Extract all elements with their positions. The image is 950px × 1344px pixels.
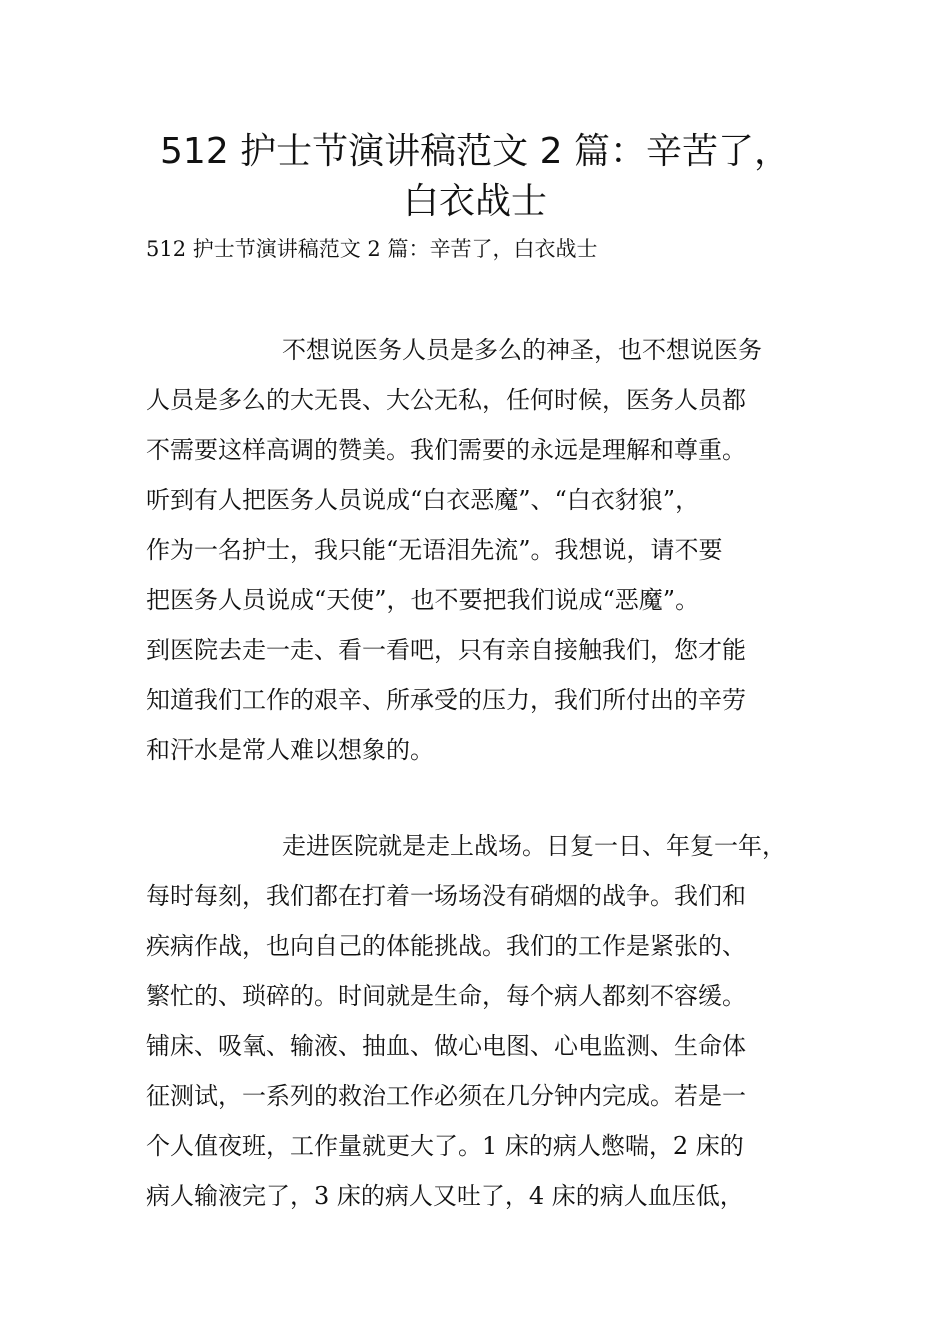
paragraph-line: 征测试，一系列的救治工作必须在几分钟内完成。若是一 [146, 1082, 746, 1110]
paragraph-line: 个人值夜班，工作量就更大了。1 床的病人憋喘，2 床的 [146, 1132, 744, 1160]
paragraph-line: 铺床、吸氧、输液、抽血、做心电图、心电监测、生命体 [146, 1032, 746, 1060]
paragraph-line: 作为一名护士，我只能“无语泪先流”。我想说，请不要 [146, 536, 723, 564]
paragraph-line: 听到有人把医务人员说成“白衣恶魔”、“白衣豺狼”， [146, 486, 700, 514]
paragraph-line: 每时每刻，我们都在打着一场场没有硝烟的战争。我们和 [146, 882, 746, 910]
paragraph-line: 人员是多么的大无畏、大公无私，任何时候，医务人员都 [146, 386, 746, 414]
paragraph-line: 不想说医务人员是多么的神圣，也不想说医务 [282, 336, 762, 364]
paragraph-line: 知道我们工作的艰辛、所承受的压力，我们所付出的辛劳 [146, 686, 746, 714]
paragraph-line: 病人输液完了，3 床的病人又吐了，4 床的病人血压低， [146, 1182, 744, 1210]
page-title-continued: 白衣战士 [402, 181, 547, 222]
paragraph-line: 到医院去走一走、看一看吧，只有亲自接触我们，您才能 [146, 636, 746, 664]
paragraph-line: 走进医院就是走上战场。日复一日、年复一年， [282, 832, 786, 860]
paragraph-line: 和汗水是常人难以想象的。 [146, 736, 434, 764]
paragraph-line: 繁忙的、琐碎的。时间就是生命，每个病人都刻不容缓。 [146, 982, 746, 1010]
paragraph-line: 把医务人员说成“天使”，也不要把我们说成“恶魔”。 [146, 586, 700, 614]
paragraph-line: 疾病作战，也向自己的体能挑战。我们的工作是紧张的、 [146, 932, 746, 960]
page-title: 512 护士节演讲稿范文 2 篇：辛苦了， [160, 131, 790, 172]
paragraph-line: 不需要这样高调的赞美。我们需要的永远是理解和尊重。 [146, 436, 746, 464]
subtitle: 512 护士节演讲稿范文 2 篇：辛苦了，白衣战士 [146, 237, 598, 261]
